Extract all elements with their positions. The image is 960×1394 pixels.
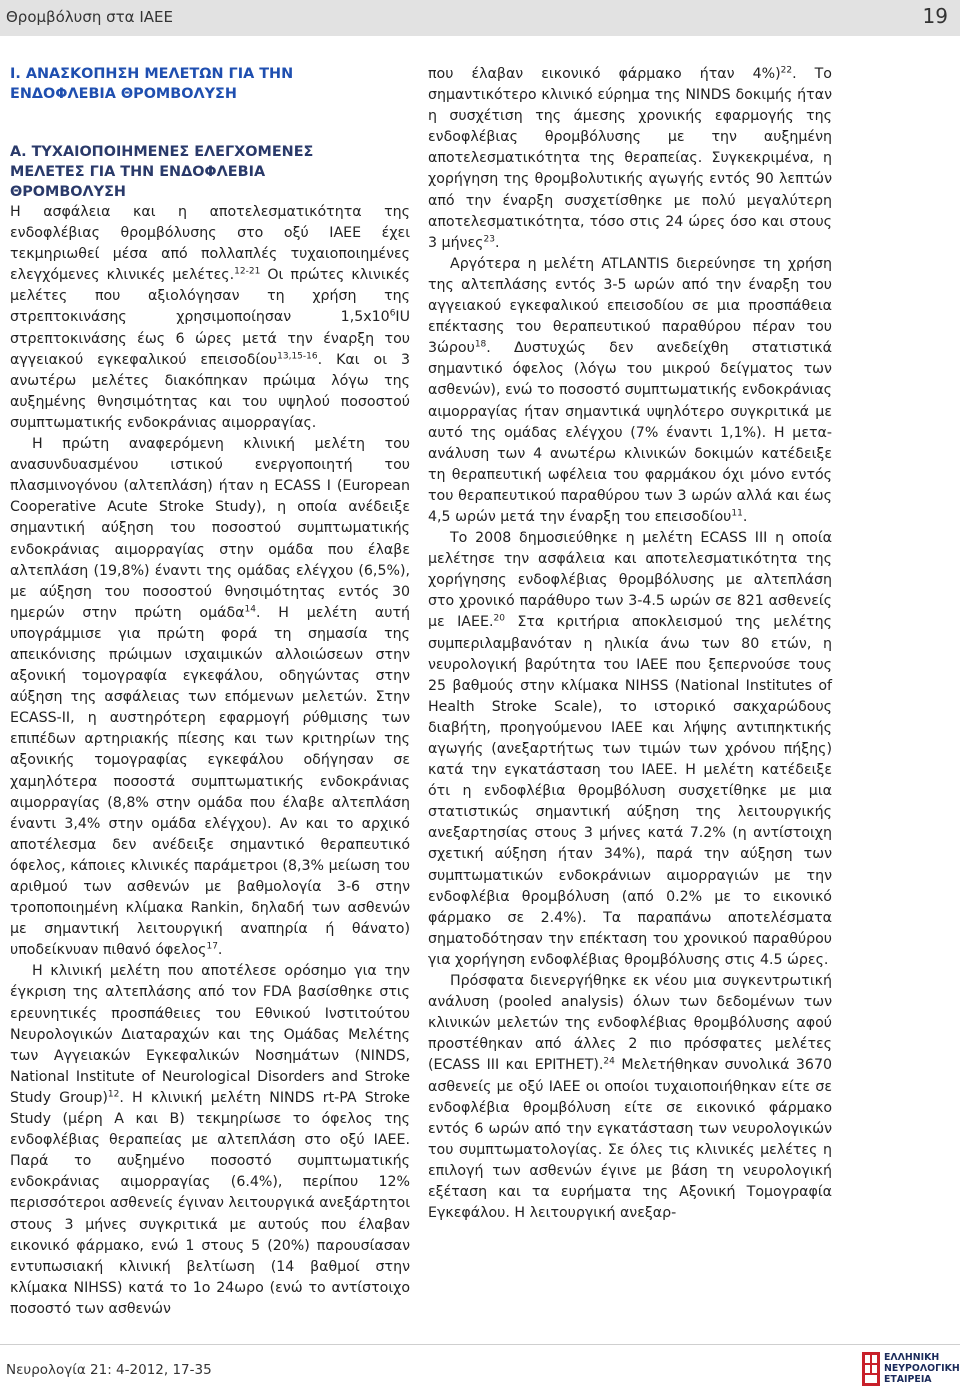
page-number: 19 — [922, 4, 948, 28]
section-heading: Ι. ΑΝΑΣΚΟΠΗΣΗ ΜΕΛΕΤΩΝ ΓΙΑ ΤΗΝ ΕΝΔΟΦΛΕΒΙΑ ΘΡΟΜΒΟΛΥΣΗ — [10, 66, 294, 102]
paragraph: Το 2008 δημοσιεύθηκε η μελέτη ECASS III η οποία μελέτησε την ασφάλεια και αποτελεσματικότητα της χορήγησης ενδοφλέβιας θρομβόλυσης με αλτεπλάση στο χρονικό παράθυρο των 3-4.5 ωρών σε 821 ασθενείς με ΙΑΕΕ.$^{20}$ Στα κριτήρια αποκλεισμού της μελέτης συμπεριλαμβανόταν η ηλικία άνω των 80 ετών, η νευρολογική βαρύτητα του ΙΑΕΕ που ξεπερνούσε τους 25 βαθμούς στην κλίμακα NIHSS (National Institutes of Health Stroke Scale), το ιστορικό σακχαρώδους διαβήτη, προηγούμενου ΙΑΕΕ και λήψης αντιπηκτικής αγωγής (ανεξαρτήτως των τιμών των χρόνου πήξης) κατά την εγκατάσταση του ΙΑΕΕ. Η μελέτη κατέδειξε ότι η ενδοφλέβια θρομβόλυση συσχετίθηκε με μια στατιστικώς σημαντική αύξηση της λειτουργικής ανεξαρτησίας στους 3 μήνες κατά 7.2% (η αντίστοιχη σχετική αύξηση ήταν 34%), παρά την αύξηση των συμπτωματικών ενδοκράνιων αιμορραγιών με την ενδοφλέβια θρομβόλυση (από 0.2% με το εικονικό φάρμακο σε 2.4%). Τα παραπάνω αποτελέσματα σηματοδότησαν την επέκταση του χρονικού παραθύρου για χορήγηση ενδοφλέβιας θρομβόλυσης στις 4.5 ώρες. — [428, 530, 832, 968]
left-column — [10, 64, 410, 1320]
subsection-heading: Α. ΤΥΧΑΙΟΠΟΙΗΜΕΝΕΣ ΕΛΕΓΧΟΜΕΝΕΣ ΜΕΛΕΤΕΣ ΓΙΑ ΤΗΝ ΕΝΔΟΦΛΕΒΙΑ ΘΡΟΜΒΟΛΥΣΗ — [10, 144, 314, 200]
footer-divider — [0, 1344, 960, 1345]
paragraph: Η πρώτη αναφερόμενη κλινική μελέτη του ανασυνδυασμένου ιστικού ενεργοποιητή του πλασμινογόνου (αλτεπλάση) ήταν η ECASS I (European Cooperative Acute Stroke Study), η οποία ανέδειξε σημαντική αύξηση του ποσοστού συμπτωματικής ενδοκράνιας αιμορραγίας στην ομάδα που έλαβε αλτεπλάση (19,8%) έναντι της ομάδας ελέγχου (6,5%), με αύξηση του ποσοστού θνησιμότητας εντός 30 ημερών στην πρώτη ομάδα$^{14}$. Η μελέτη αυτή υπογράμμισε για πρώτη φορά τη σημασία της απεικόνισης πρώιμων ισχαιμικών αλλοιώσεων στην αξονική τομογραφία εγκεφάλου, οδηγώντας στην αύξηση της ασφάλειας των επόμενων μελετών. Στην ECASS-II, η αυστηρότερη εφαρμογή ρύθμισης των επιπέδων αρτηριακής πίεσης και των κριτηρίων της αξονικής τομογραφίας εγκεφάλου οδήγησαν σε χαμηλότερα ποσοστά συμπτωματικής ενδοκράνιας αιμορραγίας (8,8% στην ομάδα που έλαβε αλτεπλάση έναντι 3,4% στην ομάδα ελέγχου). Αν και το αρχικό αποτέλεσμα δεν ανέδειξε σημαντικό θεραπευτικό όφελος, κάποιες κλινικές παράμετροι (8,3% μείωση του αριθμού των ασθενών με βαθμολογία 3-6 στην τροποποιημένη κλίμακα Rankin, δηλαδή των ασθενών με σημαντική λειτουργική αναπηρία ή θάνατο) υποδείκνυαν πιθανό όφελος$^{17}$. — [10, 436, 410, 959]
society-logo — [862, 1346, 960, 1392]
running-title: Θρομβόλυση στα ΙΑΕΕ — [6, 8, 173, 26]
logo-wordmark: ΕΛΛΗΝΙΚΗ ΝΕΥΡΟΛΟΓΙΚΗ ΕΤΑΙΡΕΙΑ — [884, 1352, 960, 1385]
paragraph: Πρόσφατα διενεργήθηκε εκ νέου μια συγκεντρωτική ανάλυση (pooled analysis) όλων των δεδομένων των κλινικών μελετών της ενδοφλέβιας θρομβόλυσης αφού προστέθηκαν από άλλες 2 πιο πρόσφατες μελέτες (ECASS III και EPITHET).$^{24}$ Μελετήθηκαν συνολικά 3670 ασθενείς με οξύ ΙΑΕΕ οι οποίοι τυχαιοποιήθηκαν είτε σε ενδοφλέβια θρομβόλυση είτε σε εικονικό φάρμακο εντός 6 ωρών από την εγκατάσταση των νευρολογικών του συμπτωματολογίας. Σε όλες τις κλινικές μελέτες η επιλογή των ασθενών έγινε με βάση τη νευρολογική εξέταση και τα ευρήματα της Αξονική Τομογραφία Εγκεφάλου. Η λειτουργική ανεξαρ- — [428, 973, 832, 1222]
journal-citation: Νευρολογία 21: 4-2012, 17-35 — [6, 1362, 212, 1378]
paragraph: Η ασφάλεια και η αποτελεσματικότητα της ενδοφλέβιας θρομβόλυσης στο οξύ ΙΑΕΕ έχει τεκμηριωθεί μέσα από πολλαπλές τυχαιοποιημένες ελεγχόμενες κλινικές μελέτες.$^{12-21}$ Οι πρώτες κλινικές μελέτες που αξιολόγησαν τη χρήση της στρεπτοκινάσης χρησιμοποίησαν $1,5x10^6IU$ στρεπτοκινάσης έως 6 ώρες μετά την έναρξη του αγγειακού εγκεφαλικού επεισοδίου$^{13,15-16}$. Και οι 3 ανωτέρω μελέτες διακόπηκαν πρώιμα λόγω της αυξημένης θνησιμότητας και του υψηλού ποσοστού συμπτωματικής ενδοκράνιας αιμορραγίας. — [10, 204, 411, 431]
paragraph: Η κλινική μελέτη που αποτέλεσε ορόσημο για την έγκριση της αλτεπλάσης από τον FDA βασίσθηκε στις ερευνητικές προσπάθειες του Εθνικού Ινστιτούτου Νευρολογικών Διαταραχών και της Ομάδας Μελέτης των Αγγειακών Εγκεφαλικών Νοσημάτων (NINDS, National Institute of Neurological Disorders and Stroke Study Group)$^{12}$. Η κλινική μελέτη NINDS rt-PA Stroke Study (μέρη Α και Β) τεκμηρίωσε το όφελος της ενδοφλέβιας θεραπείας με αλτεπλάση στο οξύ ΙΑΕΕ. Παρά το αυξημένο ποσοστό συμπτωματικής ενδοκράνιας αιμορραγίας (6.4%), περίπου 12% περισσότεροι ασθενείς έγιναν λειτουργικά ανεξάρτητοι στους 3 μήνες συγκριτικά με αυτούς που έλαβαν εικονικό φάρμακο, ενώ 1 στους 5 (20%) παρουσίασαν εντυπωσιακή κλινική βελτίωση (14 βαθμοί στην κλίμακα NIHSS) κατά το 1ο 24ωρο (ενώ το αντίστοιχο ποσοστό των ασθενών — [10, 963, 410, 1317]
paragraph: Αργότερα η μελέτη ATLANTIS διερεύνησε τη χρήση της αλτεπλάσης εντός 3-5 ωρών από την έναρξη του αγγειακού εγκεφαλικού επεισοδίου σε μια προσπάθεια επέκτασης του θεραπευτικού παραθύρου πέραν του 3ώρου$^{18}$. Δυστυχώς δεν ανεδείχθη στατιστικά σημαντικό όφελος (λόγω του μικρού δείγματος των ασθενών), ενώ το ποσοστό συμπτωματικής ενδοκράνιας αιμορραγίας ήταν σημαντικά υψηλότερο συγκριτικά με αυτό της ομάδας ελέγχου (7% έναντι 1,1%). Η μετα-ανάλυση των 4 ανωτέρω κλινικών δοκιμών κατέδειξε τη θεραπευτική ωφέλεια του φαρμάκου όχι μόνο εντός του θεραπευτικού παραθύρου των 3 ωρών αλλά και έως 4,5 ωρών μετά την έναρξη του επεισοδίου$^{11}$. — [428, 255, 832, 525]
right-column — [428, 64, 832, 1224]
logo-mark-icon — [862, 1352, 880, 1386]
page-header — [0, 0, 960, 36]
paragraph: που έλαβαν εικονικό φάρμακο ήταν 4%)$^{22}$. Το σημαντικότερο κλινικό εύρημα της NINDS δοκιμής ήταν η συσχέτιση της άμεσης χρονικής εφαρμογής της ενδοφλέβιας θρομβόλυσης με την αυξημένη αποτελεσματικότητα της θεραπείας. Συγκεκριμένα, η χορήγηση της θρομβολυτικής αγωγής εντός 90 λεπτών από την έναρξη συσχετίσθηκε με πολύ μεγαλύτερη αποτελεσματικότητα, τόσο στις 24 ώρες όσο και στους 3 μήνες$^{23}$. — [428, 65, 832, 251]
